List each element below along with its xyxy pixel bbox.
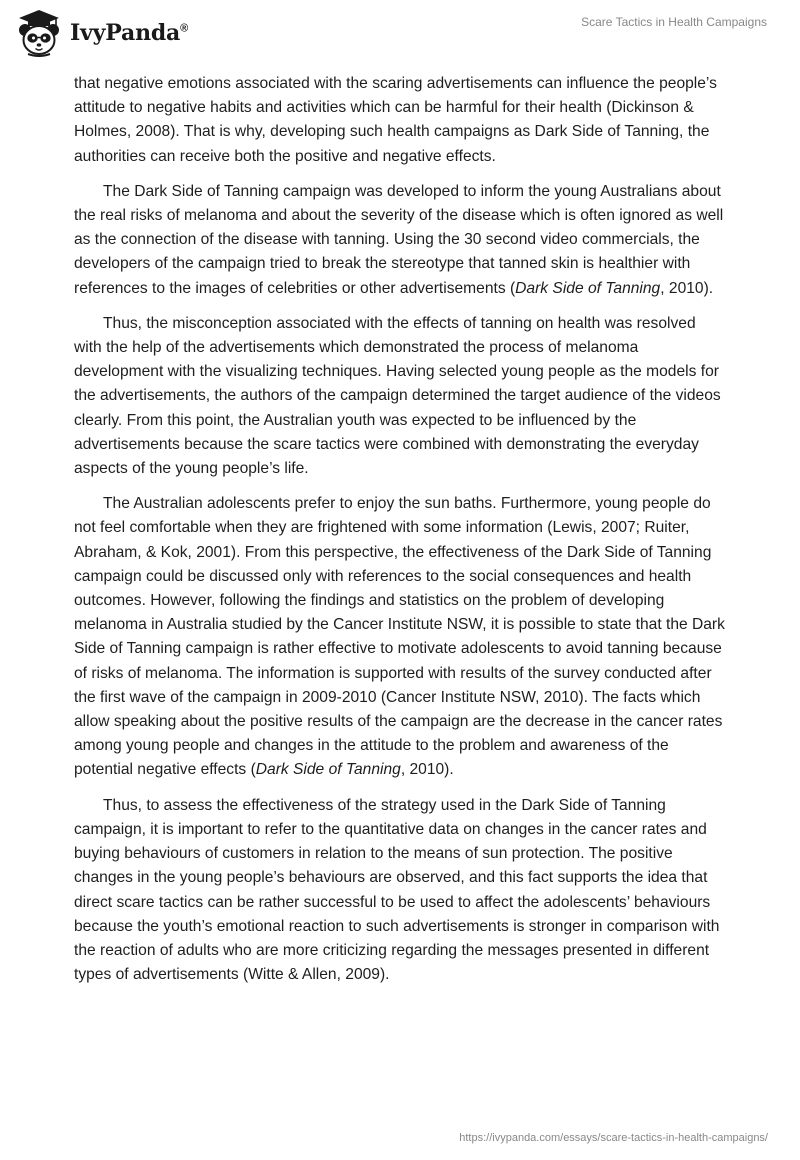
registered-mark: ® — [180, 22, 189, 35]
paragraph — [74, 794, 726, 988]
paragraph-text: that negative emotions associated with the scaring advertisements can influence the people’s attitude to negative habits and activities which can be harmful for their health (Dickinson & Holmes, 2008). That is why, developing such health campaigns as Dark Side of Tanning, the authorities can receive both the positive and negative effects. — [74, 75, 717, 165]
paragraph-text: , 2010). — [660, 279, 714, 297]
paragraph-text: Thus, the misconception associated with the effects of tanning on health was resolved with the help of the advertisements which demonstrated the process of melanoma development with the visualizing techniques. Having selected young people as the models for the advertisements, the authors of the campaign determined the target audience of the videos clearly. From this point, the Australian youth was expected to be influenced by the advertisements because the scare tactics were combined with demonstrating the everyday aspects of the young people’s life. — [74, 314, 721, 478]
paragraph-text: , 2010). — [400, 761, 454, 779]
paragraph — [74, 312, 726, 481]
paragraph — [74, 72, 726, 169]
italic-title: Dark Side of Tanning — [515, 279, 661, 297]
source-url[interactable]: https://ivypanda.com/essays/scare-tactics-in-health-campaigns/ — [459, 1132, 768, 1144]
panda-graduate-icon — [14, 8, 64, 58]
document-title: Scare Tactics in Health Campaigns — [581, 15, 767, 29]
essay-body — [74, 72, 726, 998]
italic-title: Dark Side of Tanning — [255, 761, 401, 779]
paragraph-text: Thus, to assess the effectiveness of the strategy used in the Dark Side of Tanning campaign, it is important to refer to the quantitative data on changes in the cancer rates and buying behaviours of customers in relation to the means of sun protection. The positive changes in the young people’s behaviours are observed, and this fact supports the idea that direct scare tactics can be rather successful to be used to affect the adolescents’ behaviours because the youth’s emotional reaction to such advertisements is stronger in comparison with the reaction of adults who are more criticizing regarding the messages presented in different types of advertisements (Witte & Allen, 2009). — [74, 796, 720, 984]
paragraph-text: The Dark Side of Tanning campaign was developed to inform the young Australians about the real risks of melanoma and about the severity of the disease which is often ignored as well as the connection of the disease with tanning. Using the 30 second video commercials, the developers of the campaign tried to break the stereotype that tanned skin is healthier with references to the images of celebrities or other advertisements ( — [74, 182, 724, 297]
paragraph — [74, 180, 726, 301]
paragraph — [74, 492, 726, 782]
brand-name: IvyPanda® — [70, 20, 189, 46]
page-header — [0, 0, 800, 70]
paragraph-text: The Australian adolescents prefer to enjoy the sun baths. Furthermore, young people do not feel comfortable when they are frightened with some information (Lewis, 2007; Ruiter, Abraham, & Kok, 2001). From this perspective, the effectiveness of the Dark Side of Tanning campaign could be discussed only with references to the social consequences and health outcomes. However, following the findings and statistics on the problem of developing melanoma in Australia studied by the Cancer Institute NSW, it is possible to state that the Dark Side of Tanning campaign is rather effective to motivate adolescents to avoid tanning because of risks of melanoma. The information is supported with results of the survey conducted after the first wave of the campaign in 2009-2010 (Cancer Institute NSW, 2010). The facts which allow speaking about the positive results of the campaign are the decrease in the cancer rates among young people and changes in the attitude to the problem and awareness of the potential negative effects ( — [74, 495, 725, 779]
ivypanda-logo[interactable] — [14, 8, 188, 58]
